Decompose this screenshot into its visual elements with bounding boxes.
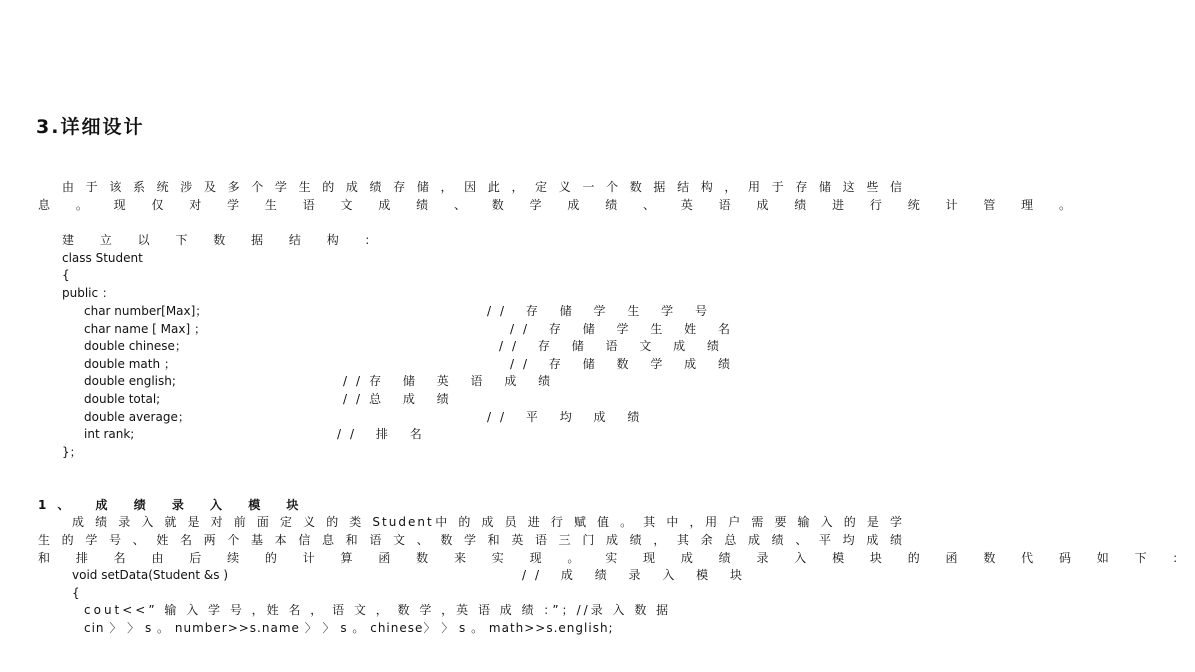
public-keyword: public ： [62,286,114,300]
member-code: int rank; [84,427,135,441]
intro-line-2: 息 。 现 仅 对 学 生 语 文 成 绩 、 数 学 成 绩 、 英 语 成 绩 进 行 统 计 管 理 。 [38,198,1082,212]
function-comment: // 成 绩 录 入 模 块 [522,568,751,582]
member-comment: // 平 均 成 绩 [487,410,649,424]
member-comment: //总 成 绩 [343,392,458,406]
class-open-brace: { [62,268,70,282]
member-code: char number[Max]； [84,304,208,318]
module1-para-line-2: 生 的 学 号 、 姓 名 两 个 基 本 信 息 和 语 文 、 数 学 和 英 语 三 门 成 绩 ， 其 余 总 成 绩 、 平 均 成 绩 [38,533,904,547]
module1-para-line-3: 和 排 名 由 后 续 的 计 算 函 数 来 实 现 。 实 现 成 绩 录 入 模 块 的 函 数 代 码 如 下 ： [38,551,1195,565]
section-title: 3.详细设计 [36,116,145,138]
member-code: char name [ Max] ； [84,322,206,336]
function-declaration: void setData(Student &s ) [72,568,229,582]
cin-line: cin 〉 〉 s 。 number>>s.name 〉 〉 s 。 chinese〉 〉 s 。 math>>s.english; [84,621,614,635]
class-declaration: class Student [62,251,143,265]
member-code: double average； [84,410,190,424]
member-comment: //存 储 英 语 成 绩 [343,374,560,388]
member-comment: // 排 名 [337,427,431,441]
member-comment: // 存 储 学 生 姓 名 [510,322,739,336]
member-comment: // 存 储 语 文 成 绩 [499,339,728,353]
function-open-brace: { [72,586,80,600]
member-comment: // 存 储 学 生 学 号 [487,304,716,318]
member-comment: // 存 储 数 学 成 绩 [510,357,739,371]
member-code: double chinese； [84,339,187,353]
cout-line: cout<<” 输 入 学 号 ，姓 名 ， 语 文 ， 数 学 ，英 语 成 绩 ：”；//录 入 数 据 [84,603,672,617]
module1-para-line-1: 成 绩 录 入 就 是 对 前 面 定 义 的 类 Student中 的 成 员 进 行 赋 值 。 其 中 ，用 户 需 要 输 入 的 是 学 [72,515,904,529]
module1-heading: 1、 成 绩 录 入 模 块 [38,498,310,512]
member-code: double math ； [84,357,176,371]
member-code: double english; [84,374,176,388]
struct-heading: 建 立 以 下 数 据 结 构 ： [62,233,388,247]
member-code: double total; [84,392,161,406]
intro-line-1: 由 于 该 系 统 涉 及 多 个 学 生 的 成 绩 存 储 ， 因 此 ， 定 义 一 个 数 据 结 构 ， 用 于 存 储 这 些 信 [62,180,904,194]
class-close-brace: }； [62,445,82,459]
